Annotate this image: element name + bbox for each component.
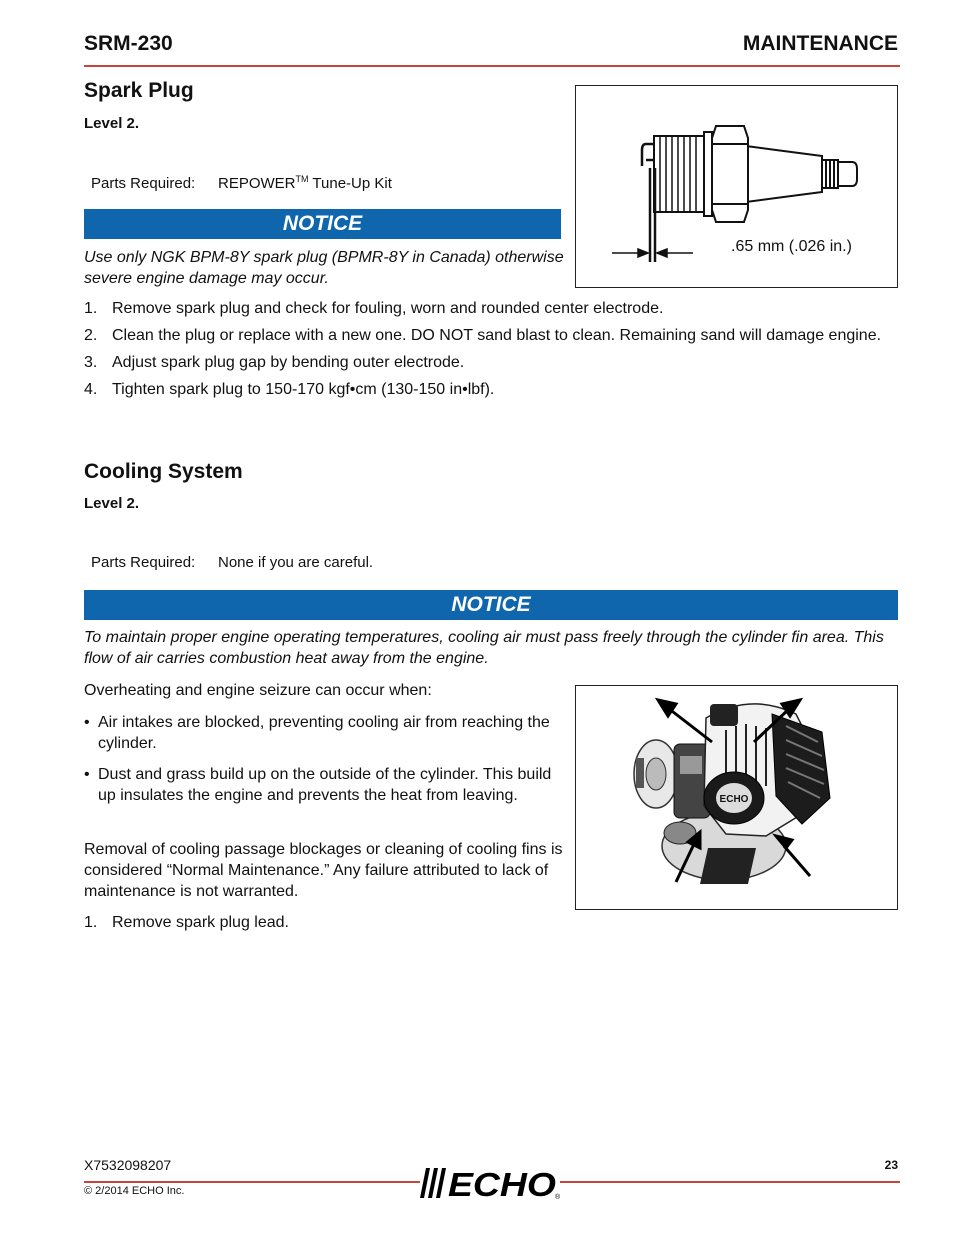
cooling-notice-bar: NOTICE (84, 590, 898, 620)
spark-plug-figure (575, 85, 898, 288)
page-number: 23 (884, 1158, 898, 1172)
cooling-intro: Overheating and engine seizure can occur when: (84, 682, 432, 699)
copyright: © 2/2014 ECHO Inc. (84, 1185, 185, 1197)
list-item: • Air intakes are blocked, preventing cooling air from reaching the cylinder. (84, 712, 559, 754)
engine-badge-logo: ECHO (719, 794, 749, 805)
spark-plug-title: Spark Plug (84, 79, 194, 102)
cooling-parts (91, 554, 373, 571)
cooling-notice-text: To maintain proper engine operating temperatures, cooling air must pass freely through the cylinder fin area. This flow of air carries combustion heat away from the engine. (84, 629, 884, 667)
cooling-title: Cooling System (84, 460, 243, 483)
parts-value: REPOWER™ Tune-Up Kit (218, 174, 392, 192)
parts-label: Parts Required: (91, 554, 196, 571)
header-section: MAINTENANCE (742, 32, 898, 55)
header-model: SRM-230 (84, 32, 173, 55)
spark-plug-diagram (576, 86, 897, 287)
list-item: 4. Tighten spark plug to 150-170 kgf•cm (130-150 in•lbf). (84, 381, 495, 398)
list-item: 1. Remove spark plug and check for fouling, worn and rounded center electrode. (84, 300, 664, 317)
engine-photo (576, 686, 897, 909)
list-item: 3. Adjust spark plug gap by bending outer electrode. (84, 354, 465, 371)
list-item: • Dust and grass build up on the outside of the cylinder. This build up insulates the engine and prevents the heat from leaving. (84, 764, 559, 806)
spark-plug-notice-text: Use only NGK BPM-8Y spark plug (BPMR-8Y in Canada) otherwise severe engine damage may occur. (84, 249, 564, 287)
cooling-maintenance-text: Removal of cooling passage blockages or cleaning of cooling fins is considered “Normal Maintenance.” Any failure attributed to lack of maintenance is not warranted. (84, 841, 563, 900)
spark-plug-notice-bar: NOTICE (84, 209, 561, 239)
gap-caption: .65 mm (.026 in.) (731, 238, 852, 255)
spark-plug-steps (84, 298, 900, 406)
footer-rule-left (84, 1181, 420, 1183)
cooling-level: Level 2. (84, 495, 140, 512)
cooling-bullets (84, 712, 559, 816)
svg-text:®: ® (555, 1194, 561, 1200)
spark-plug-parts (91, 174, 392, 192)
footer-rule-right (560, 1181, 900, 1183)
echo-logo-text: ECHO (448, 1166, 557, 1200)
echo-logo (420, 1166, 562, 1200)
header-rule (84, 65, 900, 67)
echo-logo-mark (420, 1166, 562, 1200)
parts-value: None if you are careful. (218, 554, 374, 571)
document-code: X7532098207 (84, 1157, 172, 1173)
cooling-steps (84, 912, 564, 939)
parts-label: Parts Required: (91, 175, 196, 192)
spark-plug-level: Level 2. (84, 115, 140, 132)
list-item: 1. Remove spark plug lead. (84, 914, 289, 931)
list-item: 2. Clean the plug or replace with a new one. DO NOT sand blast to clean. Remaining sand will damage engine. (84, 327, 882, 344)
engine-figure (575, 685, 898, 910)
